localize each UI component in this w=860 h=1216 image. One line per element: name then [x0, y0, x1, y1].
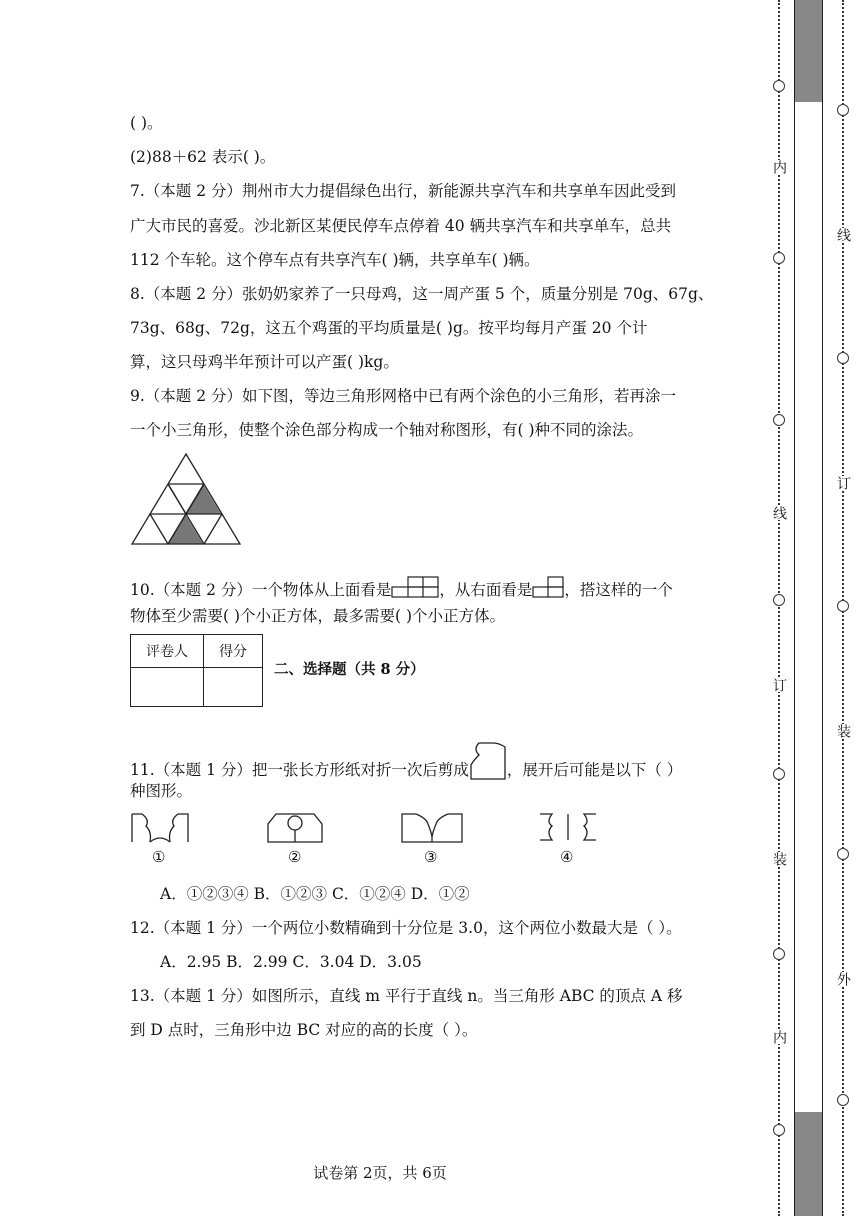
circle-mark: [837, 600, 849, 612]
circle-mark: [837, 1094, 849, 1106]
circle-mark: [773, 414, 785, 426]
text-line: 73g、68g、72g，这五个鸡蛋的平均质量是( )g。按平均每月产蛋 20 个计: [130, 319, 648, 337]
circle-mark: [773, 594, 785, 606]
question-11: [130, 741, 682, 781]
circle-mark: [773, 948, 785, 960]
option-label-2: ②: [288, 848, 302, 866]
margin-label-inner: 线: [771, 506, 787, 520]
q11-choices: A．①②③④ B．①②③ C．①②④ D．①②: [160, 885, 470, 903]
option-label-3: ③: [424, 848, 438, 866]
binding-bar-top: [795, 0, 822, 102]
score-cell: [204, 668, 263, 707]
circle-mark: [837, 848, 849, 860]
circle-mark: [773, 1124, 785, 1136]
text-line: 112 个车轮。这个停车点有共享汽车( )辆，共享单车( )辆。: [130, 251, 540, 269]
q11-text-b: ，展开后可能是以下（ ）: [506, 761, 683, 779]
top-view-figure: [391, 576, 439, 598]
option-3-figure: [400, 810, 464, 844]
triangle-grid-figure: [130, 450, 242, 546]
option-label-1: ①: [152, 848, 166, 866]
text-line: (2)88＋62 表示( )。: [130, 148, 276, 166]
question-13: 13.（本题 1 分）如图所示，直线 m 平行于直线 n。当三角形 ABC 的顶点 A 移: [130, 987, 683, 1005]
text-line: 到 D 点时，三角形中边 BC 对应的高的长度（ ）。: [130, 1021, 478, 1039]
score-header: 得分: [204, 635, 263, 668]
page-footer: 试卷第 2页，共 6页: [313, 1164, 447, 1182]
text-line: 种图形。: [130, 782, 193, 800]
margin-label-inner: 内: [771, 160, 787, 174]
binding-bar-bottom: [795, 1112, 822, 1216]
question-8: 8.（本题 2 分）张奶奶家养了一只母鸡，这一周产蛋 5 个，质量分别是 70g、67g、: [130, 285, 714, 303]
question-9: 9.（本题 2 分）如下图，等边三角形网格中已有两个涂色的小三角形，若再涂一: [130, 387, 677, 405]
text-line: 算，这只母鸡半年预计可以产蛋( )kg。: [130, 353, 399, 371]
margin-label-inner: 内: [771, 1030, 787, 1044]
q10-text-a: 10.（本题 2 分）一个物体从上面看是: [130, 581, 392, 599]
text-line: 广大市民的喜爱。沙北新区某便民停车点停着 40 辆共享汽车和共享单车，总共: [130, 217, 672, 235]
text-line: ( )。: [130, 114, 163, 132]
margin-label-inner: 订: [771, 678, 787, 692]
circle-mark: [837, 352, 849, 364]
option-1-figure: [130, 812, 190, 844]
question-7: 7.（本题 2 分）荆州市大力提倡绿色出行，新能源共享汽车和共享单车因此受到: [130, 182, 677, 200]
option-4-figure: [538, 810, 598, 844]
q10-text-b: ，从右面看是: [439, 581, 533, 599]
text-line: 一个小三角形，使整个涂色部分构成一个轴对称图形，有( )种不同的涂法。: [130, 421, 644, 439]
q12-choices: A．2.95 B．2.99 C．3.04 D．3.05: [160, 953, 422, 971]
grader-header: 评卷人: [131, 635, 204, 668]
score-table: [130, 634, 263, 707]
margin-label-outer: 线: [835, 228, 851, 242]
q10-text-c: ，搭这样的一个: [564, 581, 673, 599]
grader-cell: [131, 668, 204, 707]
circle-mark: [837, 104, 849, 116]
margin-label-outer: 装: [835, 724, 851, 738]
binding-bar: [794, 0, 823, 1216]
circle-mark: [773, 80, 785, 92]
circle-mark: [773, 768, 785, 780]
question-12: 12.（本题 1 分）一个两位小数精确到十分位是 3.0，这个两位小数最大是（ ）。: [130, 919, 682, 937]
margin-label-outer: 外: [835, 972, 851, 986]
circle-mark: [773, 252, 785, 264]
option-label-4: ④: [560, 848, 574, 866]
text-line: 物体至少需要( )个小正方体，最多需要( )个小正方体。: [130, 607, 506, 625]
margin-label-inner: 装: [771, 852, 787, 866]
margin-label-outer: 订: [835, 476, 851, 490]
q11-text-a: 11.（本题 1 分）把一张长方形纸对折一次后剪成: [130, 761, 469, 779]
binding-margin: [740, 0, 860, 1216]
cut-paper-figure: [469, 741, 507, 781]
section-title: 二、选择题（共 8 分）: [274, 661, 425, 678]
right-view-figure: [532, 576, 564, 598]
question-10: [130, 576, 673, 600]
option-2-figure: [266, 810, 324, 844]
